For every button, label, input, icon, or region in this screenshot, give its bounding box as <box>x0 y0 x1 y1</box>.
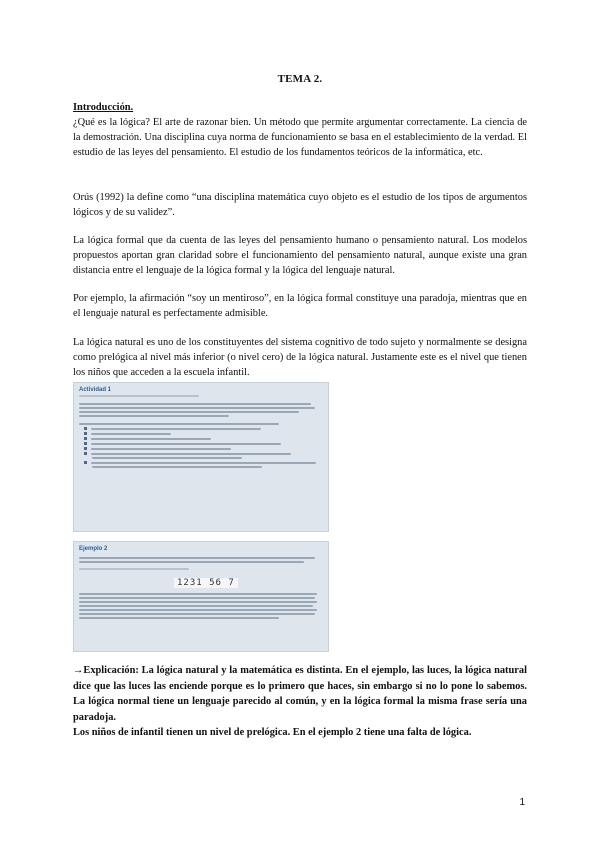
ejemplo-2-image <box>73 541 329 652</box>
intro-heading: Introducción. <box>73 102 134 113</box>
paragraph-ejemplo: Por ejemplo, la afirmación “soy un mentiroso”, en la lógica formal constituye una paradoja, mientras que en el lenguaje natural es perfectamente admisible. <box>73 293 527 319</box>
ejemplo-2-digits: 1231 56 7 <box>174 578 238 588</box>
page-title: TEMA 2. <box>277 73 323 85</box>
explanation-section <box>73 663 527 741</box>
page-number: 1 <box>519 797 525 808</box>
actividad-1-title: Actividad 1 <box>79 387 112 393</box>
intro-section <box>73 100 527 160</box>
paragraph-logica-formal: La lógica formal que da cuenta de las leyes del pensamiento humano o pensamiento natural. Los modelos propuestos aportan gran claridad sobre el funcionamiento del pensamiento natural, aunque existe una gran distancia entre el lenguaje de la lógica formal y la lógica del lenguaje natural. <box>73 235 527 276</box>
actividad-1-image <box>73 382 329 532</box>
paragraph-logica-natural: La lógica natural es uno de los constituyentes del sistema cognitivo de todo sujeto y normalmente se designa como prelógica al nivel más inferior (o nivel cero) de la lógica natural. Justamente este es el nivel que tienen los niños que acceden a la escuela infantil. <box>73 337 527 378</box>
explanation-text: →Explicación: La lógica natural y la matemática es distinta. En el ejemplo, las luces, la lógica natural dice que las luces las enciende porque es lo primero que haces, sin embargo si no lo pone lo sabemos. La lógica normal tiene un lenguaje parecido al común, y en la lógica formal la misma frase sería una paradoja. <box>73 665 527 723</box>
paragraph-orus: Orús (1992) la define como “una disciplina matemática cuyo objeto es el estudio de los tipos de argumentos lógicos y de su validez”. <box>73 192 527 218</box>
explanation-text-2: Los niños de infantil tienen un nivel de prelógica. En el ejemplo 2 tiene una falta de lógica. <box>73 727 472 738</box>
intro-text: ¿Qué es la lógica? El arte de razonar bien. Un método que permite argumentar correctamente. La ciencia de la demostración. Una disciplina cuya norma de funcionamiento se basa en el establecimiento de la verdad. El estudio de las leyes del pensamiento. El estudio de los fundamentos teóricos de la informática, etc. <box>73 117 527 158</box>
ejemplo-2-title: Ejemplo 2 <box>79 546 108 552</box>
